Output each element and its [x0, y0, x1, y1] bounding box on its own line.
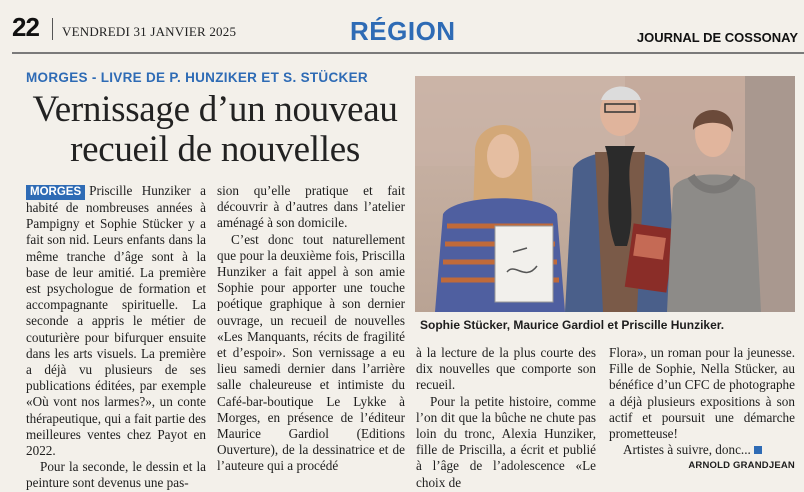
- closing-text: Artistes à suivre, donc...: [623, 442, 751, 458]
- text-column-3: [416, 345, 596, 491]
- end-mark-icon: [754, 446, 762, 454]
- paragraph: sion qu’elle pratique et fait découvrir à d’autres dans l’atelier aménagé à son domicile.: [217, 183, 405, 231]
- location-tag: MORGES: [26, 185, 85, 200]
- photo-caption: Sophie Stücker, Maurice Gardiol et Priscille Hunziker.: [420, 318, 725, 332]
- page-number: 22: [12, 12, 39, 42]
- paragraph-text: Priscille Hunziker a habité de nombreuses années à Pampigny et Sophie Stücker y a fait son nid. Leurs enfants dans la même tranche d’âge sont à la base de leur amitié. La première est psychologue de formation et accompagnante spirituelle. La seconde a appris le métier de couturière pour bifurquer ensuite dans les arts visuels. La première a déjà vu plusieurs de ses publications éditées, par exemple «Où vont nos larmes?», un conte thérapeutique, qui a fait partie des meilleures ventes chez Payot en 2022.: [26, 183, 206, 459]
- text-column-2: [217, 183, 405, 475]
- paragraph: [609, 442, 795, 458]
- title-line-1: Vernissage d’un nouveau: [32, 89, 398, 130]
- author-byline: ARNOLD GRANDJEAN: [688, 460, 795, 472]
- text-column-4: [609, 345, 795, 475]
- paragraph: Pour la seconde, le dessin et la peinture sont devenus une pas-: [26, 459, 206, 491]
- header-separator: [52, 18, 53, 40]
- paragraph: [26, 183, 206, 459]
- article-kicker: MORGES - LIVRE DE P. HUNZIKER ET S. STÜCKER: [26, 70, 368, 85]
- paragraph: à la lecture de la plus courte des dix nouvelles que comporte son recueil.: [416, 345, 596, 393]
- paragraph: Pour la petite histoire, comme l’on dit que la bûche ne chute pas loin du tronc, Alexia Hunziker, fille de Priscilla, a écrit et publié à l’âge de l’adolescence «Le choix de: [416, 393, 596, 490]
- photo-illustration: [415, 76, 795, 312]
- header-rule: [12, 52, 804, 54]
- journal-name: JOURNAL DE COSSONAY: [636, 30, 798, 45]
- title-line-2: recueil de nouvelles: [70, 129, 360, 170]
- paragraph: C’est donc tout naturellement que pour la deuxième fois, Priscilla Hunziker a fait appel à son amie Sophie pour apporter une touche poétique graphique à son dernier ouvrage, un recueil de nouvelles «Les Manquants, récits de fragilité et d’espoir». Son vernissage a eu lieu samedi dernier dans l’arrière salle chaleureuse et intimiste du Café-bar-boutique Le Lykke à Morges, en présence de l’éditeur Maurice Gardiol (Editions Ouverture), de la dessinatrice et de l’auteure qui a procédé: [217, 231, 405, 474]
- paragraph: Flora», un roman pour la jeunesse. Fille de Sophie, Nella Stücker, au bénéfice d’un CFC de photographe a déjà plusieurs expositions à son actif et poursuit une démarche prometteuse!: [609, 345, 795, 442]
- article-title: [20, 90, 410, 170]
- article-photo: [415, 76, 795, 312]
- page-header: [0, 0, 804, 56]
- text-column-1: [26, 183, 206, 492]
- section-title: RÉGION: [350, 16, 456, 46]
- issue-date: VENDREDI 31 JANVIER 2025: [62, 24, 237, 39]
